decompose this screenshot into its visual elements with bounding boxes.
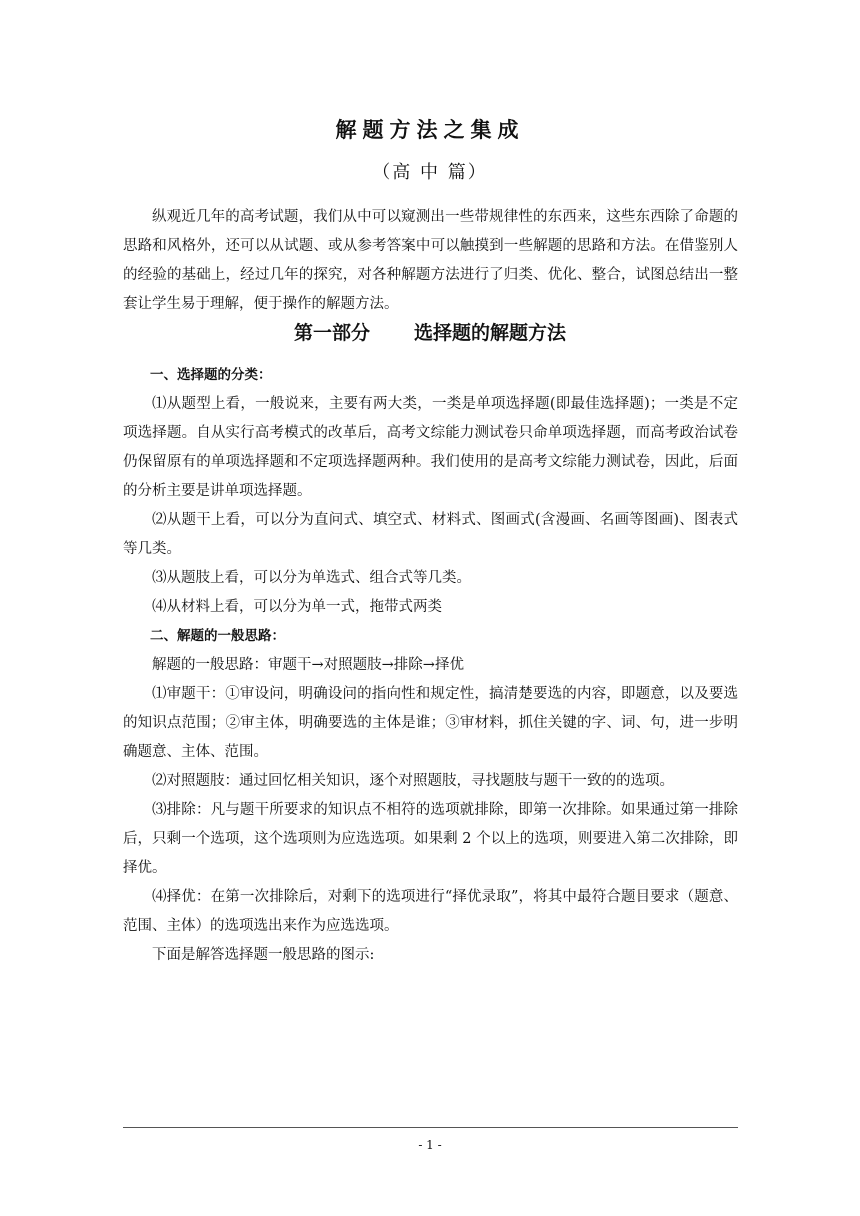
document-title: 解题方法之集成 — [335, 118, 525, 142]
part-heading-number: 第一部分 — [293, 322, 370, 344]
section2-item-4: ⑷择优：在第一次排除后，对剩下的选项进行“择优录取”，将其中最符合题目要求（题意、范围、主体）的选项选出来作为应选选项。 — [123, 889, 738, 934]
intro-paragraph: 纵观近几年的高考试题，我们从中可以窥测出一些带规律性的东西来，这些东西除了命题的思路和风格外，还可以从试题、或从参考答案中可以触摸到一些解题的思路和方法。在借鉴别人的经验的基础上，经过几年的探究，对各种解题方法进行了归类、优化、整合，试图总结出一整套让学生易于理解，便于操作的解题方法。 — [123, 209, 738, 312]
section1-item-4: ⑷从材料上看，可以分为单一式，拖带式两类 — [152, 599, 442, 615]
section-heading-classification: 一、选择题的分类： — [150, 367, 272, 383]
section1-item-3: ⑶从题肢上看，可以分为单选式、组合式等几类。 — [152, 570, 471, 586]
section2-intro: 解题的一般思路：审题干→对照题肢→排除→择优 — [152, 657, 464, 673]
page-number: - 1 - — [418, 1138, 442, 1152]
section1-item-1: ⑴从题型上看，一般说来，主要有两大类，一类是单项选择题(即最佳选择题)；一类是不定项选择题。自从实行高考模式的改革后，高考文综能力测试卷只命单项选择题，而高考政治试卷仍保留原有的单项选择题和不定项选择题两种。我们使用的是高考文综能力测试卷，因此，后面的分析主要是讲单项选择题。 — [123, 396, 738, 499]
footer-divider — [123, 1127, 738, 1128]
section1-item-2: ⑵从题干上看，可以分为直问式、填空式、材料式、图画式(含漫画、名画等图画)、图表式等几类。 — [123, 512, 738, 557]
section2-item-2: ⑵对照题肢：通过回忆相关知识，逐个对照题肢，寻找题肢与题干一致的的选项。 — [152, 773, 674, 789]
intro-block — [123, 203, 738, 319]
section2-closing: 下面是解答选择题一般思路的图示: — [152, 947, 375, 963]
section2-item-1: ⑴审题干：①审设问，明确设问的指向性和规定性，搞清楚要选的内容，即题意，以及要选的知识点范围；②审主体，明确要选的主体是谁；③审材料，抓住关键的字、词、句，进一步明确题意、主体、范围。 — [123, 686, 738, 760]
section2-item-3: ⑶排除：凡与题干所要求的知识点不相符的选项就排除，即第一次排除。如果通过第一排除后，只剩一个选项，这个选项则为应选选项。如果剩 2 个以上的选项，则要进入第二次排除，即择优。 — [123, 802, 738, 876]
part-heading-title: 选择题的解题方法 — [414, 322, 567, 344]
document-subtitle: （高 中 篇） — [372, 162, 488, 183]
section-heading-general-approach: 二、解题的一般思路： — [150, 628, 285, 644]
sections-block — [123, 361, 738, 970]
part-heading — [0, 318, 860, 345]
